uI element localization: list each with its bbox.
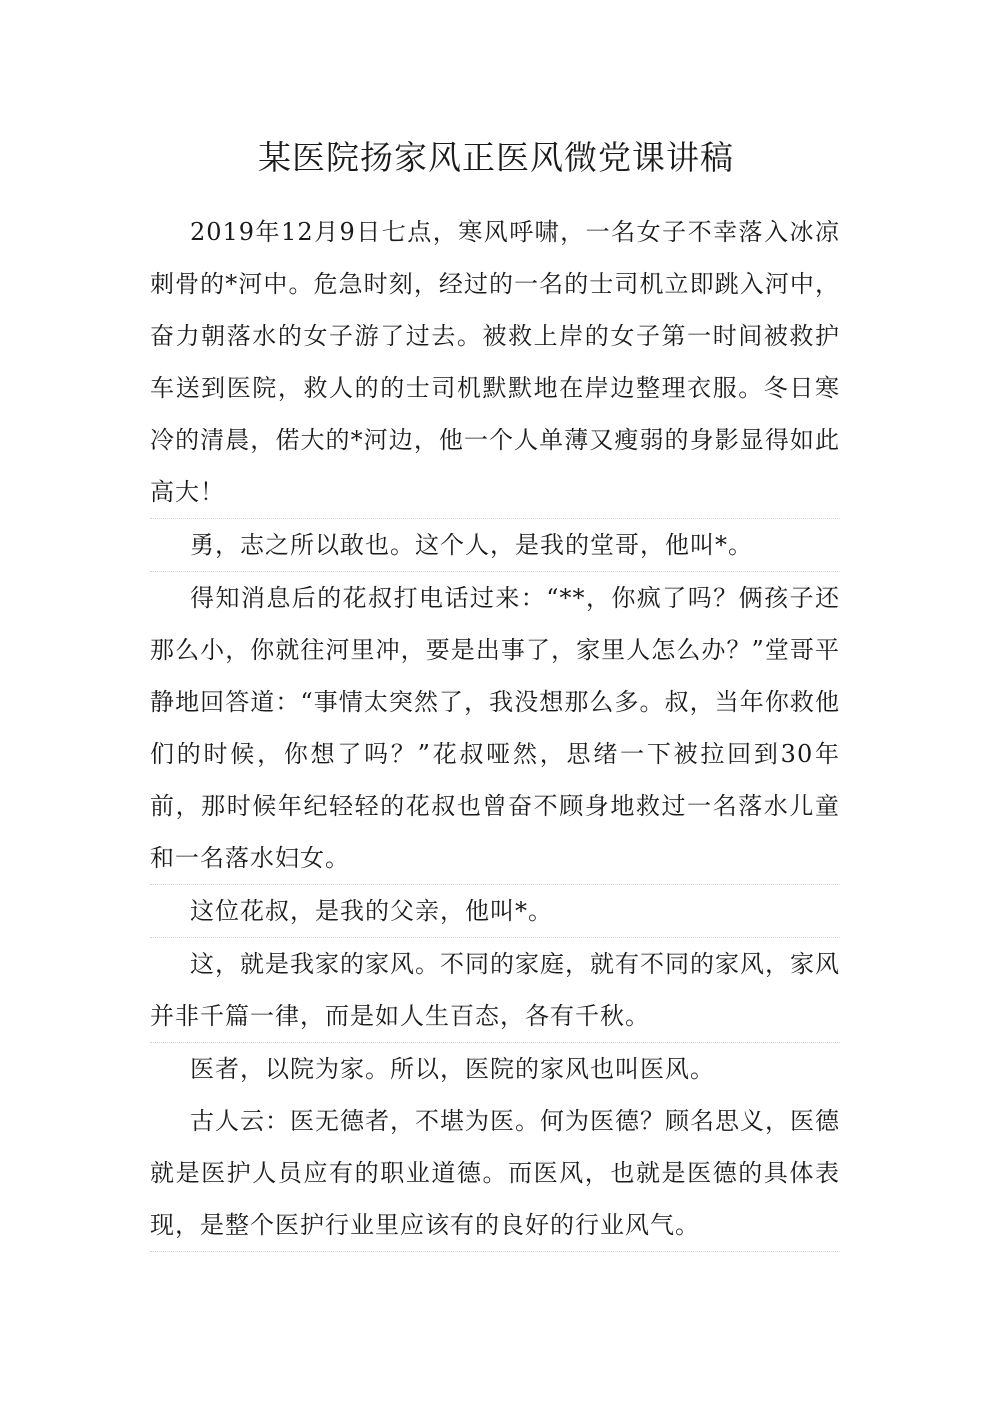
paragraph-3: 得知消息后的花叔打电话过来：“**，你疯了吗？俩孩子还那么小，你就往河里冲，要是出事了，家里人怎么办？”堂哥平静地回答道：“事情太突然了，我没想那么多。叔，当年你救他们的时候，你想了吗？”花叔哑然，思绪一下被拉回到30年前，那时候年纪轻轻的花叔也曾奋不顾身地救过一名落水儿童和一名落水妇女。 (150, 572, 840, 885)
paragraph-6: 医者，以院为家。所以，医院的家风也叫医风。 (190, 1055, 715, 1083)
paragraph-1: 2019年12月9日七点，寒风呼啸，一名女子不幸落入冰凉刺骨的*河中。危急时刻，经过的一名的士司机立即跳入河中，奋力朝落水的女子游了过去。被救上岸的女子第一时间被救护车送到医院，救人的的士司机默默地在岸边整理衣服。冬日寒冷的清晨，偌大的*河边，他一个人单薄又瘦弱的身影显得如此高大！ (150, 206, 840, 519)
paragraph-4: 这位花叔，是我的父亲，他叫*。 (150, 885, 840, 938)
paragraph-2: 勇，志之所以敢也。这个人，是我的堂哥，他叫*。 (150, 519, 840, 572)
paragraph-7: 古人云：医无德者，不堪为医。何为医德？顾名思义，医德就是医护人员应有的职业道德。而医风，也就是医德的具体表现，是整个医护行业里应该有的良好的行业风气。 (150, 1095, 840, 1252)
document-body (150, 206, 840, 1252)
document-title: 某医院扬家风正医风微党课讲稿 (258, 138, 734, 177)
paragraph-5: 这，就是我家的家风。不同的家庭，就有不同的家风，家风并非千篇一律，而是如人生百态，各有千秋。 (150, 938, 840, 1043)
